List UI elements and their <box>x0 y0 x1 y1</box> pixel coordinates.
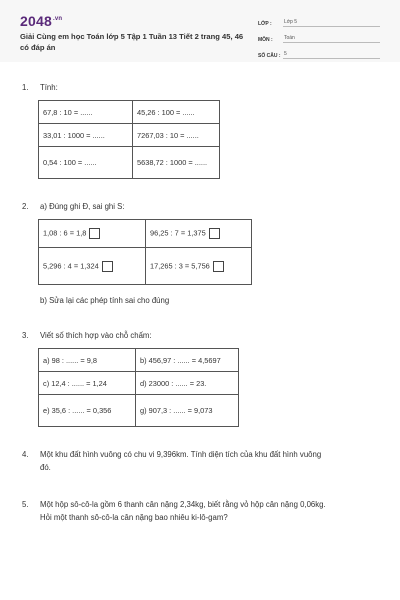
table-cell: b) 456,97 : ...... = 4,5697 <box>136 349 239 372</box>
meta-label: SỐ CÂU : <box>258 53 281 59</box>
table-cell: 67,8 : 10 = ...... <box>39 101 133 124</box>
meta-info <box>258 14 380 62</box>
question-5-text <box>40 498 385 524</box>
meta-value: Lớp 5 <box>283 19 380 27</box>
table-cell <box>146 248 252 285</box>
question-4-line-1: Một khu đất hình vuông có chu vi 9,396km. Tính diện tích của khu đất hình vuông <box>40 450 322 459</box>
table-cell: a) 98 : ...... = 9,8 <box>39 349 136 372</box>
table-cell: 7267,03 : 10 = ...... <box>133 124 220 147</box>
table-row <box>39 220 252 248</box>
table-row <box>39 147 220 179</box>
question-2-part-b: b) Sửa lại các phép tính sai cho đúng <box>40 296 170 305</box>
table-cell: 0,54 : 100 = ...... <box>39 147 133 179</box>
question-1-table <box>38 100 220 179</box>
equation-text: 17,265 : 3 = 5,756 <box>150 260 210 270</box>
equation-text: 1,08 : 6 = 1,8 <box>43 228 87 238</box>
equation-text: 5,296 : 4 = 1,324 <box>43 260 99 270</box>
table-cell: c) 12,4 : ...... = 1,24 <box>39 372 136 395</box>
table-row <box>39 372 239 395</box>
table-cell: 45,26 : 100 = ...... <box>133 101 220 124</box>
table-cell: g) 907,3 : ...... = 9,073 <box>136 395 239 427</box>
table-row <box>39 248 252 285</box>
question-1-text: Tính: <box>40 83 58 92</box>
question-3-number: 3. <box>22 331 29 340</box>
page-title: Giải Cùng em học Toán lớp 5 Tập 1 Tuần 13 Tiết 2 trang 45, 46 có đáp án <box>20 32 244 52</box>
meta-class-row <box>258 14 380 27</box>
table-cell: 5638,72 : 1000 = ...... <box>133 147 220 179</box>
meta-subject-row <box>258 30 380 43</box>
question-2-text: a) Đúng ghi Đ, sai ghi S: <box>40 202 125 211</box>
table-cell <box>146 220 252 248</box>
question-5-line-1: Một hộp sô-cô-la gồm 6 thanh cân nặng 2,34kg, biết rằng vỏ hộp cân nặng 0,06kg. <box>40 500 326 509</box>
table-cell: e) 35,6 : ...... = 0,356 <box>39 395 136 427</box>
meta-value: Toán <box>283 35 380 43</box>
meta-label: MÔN : <box>258 37 273 43</box>
question-3-table <box>38 348 239 427</box>
question-1-number: 1. <box>22 83 29 92</box>
answer-box[interactable] <box>102 261 113 272</box>
question-2-table <box>38 219 252 285</box>
equation-text: 96,25 : 7 = 1,375 <box>150 228 206 238</box>
table-cell <box>39 220 146 248</box>
table-row <box>39 395 239 427</box>
question-5-line-2: Hỏi một thanh sô-cô-la cân nặng bao nhiêu ki-lô-gam? <box>40 513 228 522</box>
table-row <box>39 124 220 147</box>
table-row <box>39 101 220 124</box>
answer-box[interactable] <box>209 228 220 239</box>
question-3-text: Viết số thích hợp vào chỗ chấm: <box>40 331 152 340</box>
header <box>0 0 400 62</box>
meta-count-row <box>258 46 380 59</box>
site-logo[interactable] <box>20 13 62 29</box>
question-4-line-2: đó. <box>40 463 51 472</box>
table-cell: 33,01 : 1000 = ...... <box>39 124 133 147</box>
question-2-number: 2. <box>22 202 29 211</box>
question-4-text <box>40 448 385 474</box>
logo-text: 2048 <box>20 13 52 29</box>
table-cell: d) 23000 : ...... = 23. <box>136 372 239 395</box>
meta-label: LỚP : <box>258 21 272 27</box>
answer-box[interactable] <box>213 261 224 272</box>
answer-box[interactable] <box>89 228 100 239</box>
question-4-number: 4. <box>22 450 29 459</box>
table-cell <box>39 248 146 285</box>
question-5-number: 5. <box>22 500 29 509</box>
table-row <box>39 349 239 372</box>
logo-tld: .vn <box>52 16 63 23</box>
meta-value: 5 <box>283 51 380 59</box>
